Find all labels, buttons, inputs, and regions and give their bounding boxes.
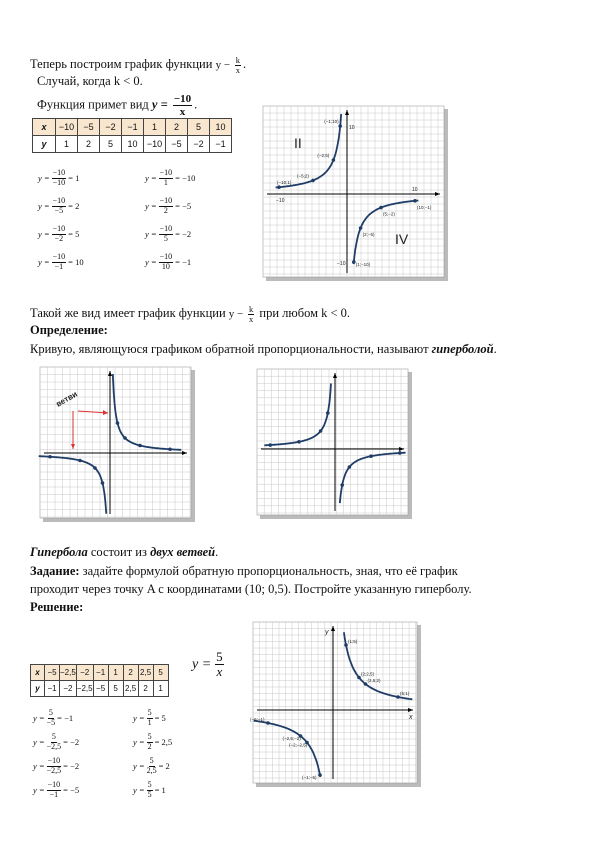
data-point bbox=[268, 443, 272, 447]
calculation-row: y = $\frac{5}{1}$ = 5 bbox=[133, 708, 166, 727]
data-point bbox=[116, 421, 120, 425]
case-line: Случай, когда k < 0. bbox=[37, 74, 143, 88]
table2-header-x: x bbox=[31, 665, 45, 681]
calculation-row: y = $\frac{-10}{1}$ = −10 bbox=[145, 168, 196, 187]
table-cell-x: −5 bbox=[78, 119, 100, 136]
data-point bbox=[332, 158, 336, 162]
same-graph-line: Такой же вид имеет график функции y − $\frac{k}{x}$ при любом k < 0. bbox=[30, 304, 351, 324]
point-label: (−5;2) bbox=[297, 173, 309, 179]
definition-text: Кривую, являющуюся графиком обратной пропорциональности, называют гиперболой. bbox=[30, 342, 497, 356]
table-cell-x: 5 bbox=[188, 119, 210, 136]
graph-paper bbox=[257, 369, 408, 515]
calculation-row: y = $\frac{-10}{5}$ = −2 bbox=[145, 224, 192, 243]
table-cell-x: −2,5 bbox=[60, 665, 77, 681]
tick-label: −10 bbox=[337, 261, 346, 267]
table-cell-x: 5 bbox=[153, 665, 168, 681]
function-line: Функция примет вид y = $\frac{-10}{x}$ . bbox=[37, 93, 198, 118]
table-cell-y: −2 bbox=[188, 136, 210, 153]
table-cell-x: 1 bbox=[108, 665, 123, 681]
calculation-row: y = $\frac{-10}{10}$ = −1 bbox=[145, 252, 192, 271]
data-point bbox=[338, 124, 342, 128]
hyperbola-line: Гипербола состоит из двух ветвей. bbox=[30, 545, 219, 559]
calculation-row: y = $\frac{5}{2,5}$ = 2 bbox=[133, 756, 170, 775]
data-point bbox=[138, 444, 142, 448]
calculation-row: y = $\frac{5}{5}$ = 1 bbox=[133, 780, 166, 799]
branches-label: ветви bbox=[54, 389, 79, 409]
data-point bbox=[398, 451, 402, 455]
point-label: (5;−2) bbox=[383, 211, 395, 217]
table-cell-y: 10 bbox=[122, 136, 144, 153]
calculation-row: y = $\frac{-10}{-2}$ = 5 bbox=[38, 224, 80, 243]
table-cell-x: −5 bbox=[45, 665, 60, 681]
table-cell-y: 1 bbox=[56, 136, 78, 153]
data-point bbox=[379, 206, 383, 210]
answer-formula: y = $\frac{5}{x}$ bbox=[192, 649, 223, 679]
data-point bbox=[311, 179, 315, 183]
table-cell-y: −10 bbox=[144, 136, 166, 153]
calculations-right bbox=[145, 164, 195, 276]
point-label: (−5;−1) bbox=[250, 717, 265, 722]
quadrant-label-ii: II bbox=[294, 135, 302, 151]
table-header-x: x bbox=[33, 119, 56, 136]
value-table-1 bbox=[32, 118, 232, 153]
table-cell-x: −1 bbox=[122, 119, 144, 136]
point-label: (−1;−5) bbox=[302, 775, 317, 780]
hyperbola-graph-negative-k bbox=[263, 106, 448, 281]
graph-paper bbox=[253, 622, 417, 783]
table-cell-y: −1 bbox=[45, 681, 60, 697]
point-label: (−1;10) bbox=[324, 119, 339, 124]
table-cell-y: 5 bbox=[100, 136, 122, 153]
calculation-row: y = $\frac{-10}{2}$ = −5 bbox=[145, 196, 192, 215]
data-point bbox=[319, 429, 323, 433]
point-label: (−2;−2,5) bbox=[289, 742, 308, 748]
hyperbola-graph-second bbox=[257, 369, 412, 519]
data-point bbox=[359, 226, 363, 230]
point-label: (1;−10) bbox=[355, 262, 371, 267]
calculations2-left bbox=[33, 706, 79, 802]
point-label: (2,5;2) bbox=[367, 678, 381, 683]
quadrant-label-iv: IV bbox=[395, 231, 409, 247]
definition-title: Определение: bbox=[30, 323, 108, 337]
table-cell-x: −2 bbox=[76, 665, 93, 681]
data-point bbox=[101, 481, 105, 485]
intro-line: Теперь построим график функции y − $\frac{k}{x}$ . bbox=[30, 55, 247, 75]
table-cell-x: 2,5 bbox=[138, 665, 153, 681]
calculation-row: y = $\frac{-10}{-5}$ = 2 bbox=[38, 196, 80, 215]
table-cell-y: 5 bbox=[108, 681, 123, 697]
intro-formula: y − $\frac{k}{x}$ bbox=[215, 55, 241, 75]
data-point bbox=[318, 773, 322, 777]
table-cell-x: 2 bbox=[123, 665, 138, 681]
table-cell-y: 1 bbox=[153, 681, 168, 697]
point-label: (10;−1) bbox=[417, 204, 432, 210]
tick-label: 10 bbox=[412, 187, 418, 193]
data-point bbox=[277, 185, 281, 189]
data-point bbox=[48, 455, 52, 459]
point-label: (2;2,5) bbox=[361, 671, 375, 677]
task-line-2: проходит через точку A с координатами (10; 0,5). Постройте указанную гиперболу. bbox=[30, 582, 472, 596]
table-cell-x: −2 bbox=[100, 119, 122, 136]
calculation-row: y = $\frac{5}{-2,5}$ = −2 bbox=[33, 732, 80, 751]
data-point bbox=[266, 721, 270, 725]
table-cell-x: 1 bbox=[144, 119, 166, 136]
hyperbola-graph-y-5-over-x bbox=[250, 622, 421, 787]
calculation-row: y = $\frac{5}{2}$ = 2,5 bbox=[133, 732, 173, 751]
data-point bbox=[168, 447, 172, 451]
value-table-2 bbox=[30, 664, 169, 697]
data-point bbox=[123, 436, 127, 440]
tick-label: 10 bbox=[349, 125, 355, 131]
point-label: (1;5) bbox=[348, 639, 358, 644]
data-point bbox=[348, 465, 352, 469]
calculation-row: y = $\frac{-10}{-10}$ = 1 bbox=[38, 168, 80, 187]
table-cell-x: 2 bbox=[166, 119, 188, 136]
point-label: (5;1) bbox=[400, 691, 410, 696]
calculation-row: y = $\frac{5}{-5}$ = −1 bbox=[33, 708, 74, 727]
data-point bbox=[369, 454, 373, 458]
calculations2-right bbox=[133, 706, 172, 802]
data-point bbox=[413, 199, 417, 203]
point-label: (−10;1) bbox=[277, 180, 292, 186]
table-cell-y: −1 bbox=[210, 136, 232, 153]
table-cell-x: −1 bbox=[93, 665, 108, 681]
solution-title: Решение: bbox=[30, 600, 84, 614]
data-point bbox=[297, 440, 301, 444]
data-point bbox=[78, 459, 82, 463]
hyperbola-graph-branches bbox=[40, 367, 195, 522]
data-point bbox=[340, 483, 344, 487]
calculation-row: y = $\frac{-10}{-1}$ = −5 bbox=[33, 780, 80, 799]
point-label: (−2,5;−2) bbox=[282, 736, 301, 741]
data-point bbox=[326, 411, 330, 415]
tick-label: −10 bbox=[276, 198, 285, 204]
point-label: (2;−5) bbox=[362, 232, 375, 237]
table2-header-y: y bbox=[31, 681, 45, 697]
table-header-y: y bbox=[33, 136, 56, 153]
table-cell-y: −5 bbox=[93, 681, 108, 697]
calculations-left bbox=[38, 164, 84, 276]
table-cell-y: 2 bbox=[138, 681, 153, 697]
table-cell-y: −2 bbox=[60, 681, 77, 697]
table-cell-y: −2,5 bbox=[76, 681, 93, 697]
table-cell-x: 10 bbox=[210, 119, 232, 136]
calculation-row: y = $\frac{-10}{-1}$ = 10 bbox=[38, 252, 84, 271]
data-point bbox=[93, 466, 97, 470]
y-axis-label: y bbox=[325, 629, 329, 636]
table-cell-y: −5 bbox=[166, 136, 188, 153]
x-axis-label: x bbox=[409, 714, 413, 721]
table-cell-x: −10 bbox=[56, 119, 78, 136]
table-cell-y: 2,5 bbox=[123, 681, 138, 697]
point-label: (−2;5) bbox=[317, 153, 330, 158]
task-line-1: Задание: задайте формулой обратную пропорциональность, зная, что её график bbox=[30, 564, 458, 578]
table-cell-y: 2 bbox=[78, 136, 100, 153]
calculation-row: y = $\frac{-10}{-2,5}$ = −2 bbox=[33, 756, 80, 775]
